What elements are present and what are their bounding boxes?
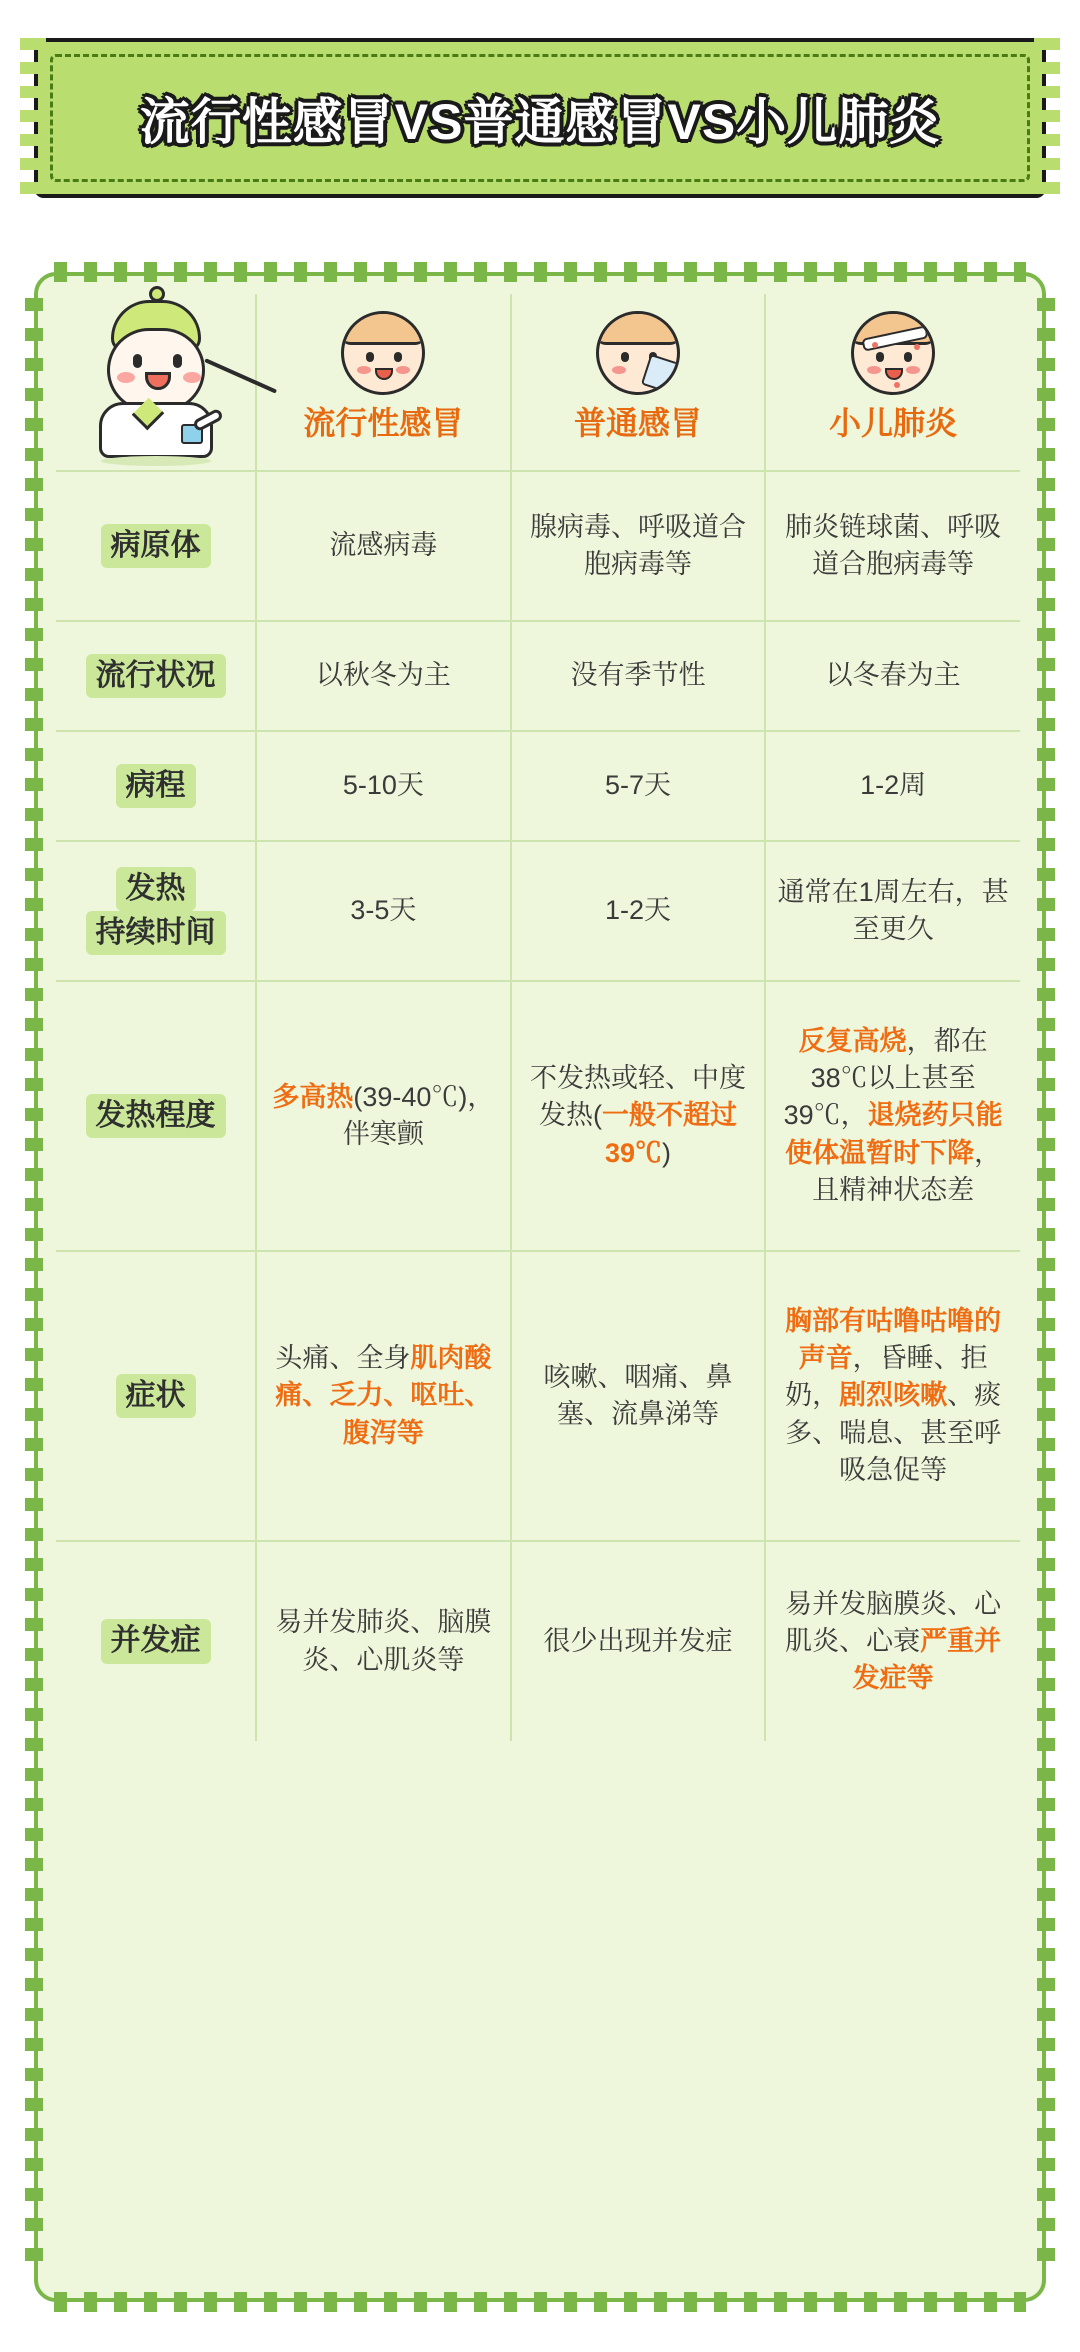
- cell-text: 咳嗽、咽痛、鼻塞、流鼻涕等: [543, 1361, 733, 1429]
- row-label: 病原体: [101, 524, 211, 568]
- highlighted-text: 退烧药只能使体温暂时下降: [785, 1100, 1003, 1168]
- highlighted-text: 肌肉酸痛、乏力、呕吐、腹泻等: [275, 1343, 492, 1448]
- cell-text: 1-2周: [860, 770, 927, 801]
- table-cell: [511, 1541, 766, 1741]
- header-cell-pneumonia: [765, 294, 1020, 471]
- table-row: [56, 1251, 1020, 1541]
- doctor-mascot-icon: [81, 298, 231, 458]
- row-label: 流行状况: [86, 654, 226, 698]
- highlighted-text: 胸部有咕噜咕噜的声音: [785, 1305, 1002, 1374]
- highlighted-text: 严重并发症等: [852, 1625, 1002, 1694]
- cell-text: 5-7天: [604, 770, 671, 801]
- sick-child-icon: [341, 311, 425, 395]
- table-cell: [765, 731, 1020, 841]
- table-cell: [765, 621, 1020, 731]
- cell-text: 很少出现并发症: [543, 1625, 733, 1656]
- table-row: [56, 731, 1020, 841]
- table-row: [56, 471, 1020, 621]
- row-label-cell: [56, 621, 256, 731]
- cell-text: 以冬春为主: [825, 660, 961, 691]
- banner-right-notch: [1034, 38, 1060, 198]
- highlighted-text: 多高热: [272, 1081, 354, 1112]
- cell-text: 易并发肺炎、脑膜炎、心肌炎等: [275, 1607, 492, 1675]
- header-cell-mascot: [56, 294, 256, 471]
- table-row: [56, 981, 1020, 1251]
- cell-text: 肺炎链球菌、呼吸道合胞病毒等: [785, 511, 1002, 579]
- cell-text: 1-2天: [604, 895, 671, 926]
- cell-text: 易并发脑膜炎、心肌炎、心衰: [785, 1588, 1002, 1656]
- cell-text: (39-40℃)，伴寒颤: [342, 1081, 495, 1149]
- table-row: [56, 841, 1020, 981]
- column-header-pneumonia: 小儿肺炎: [829, 404, 958, 441]
- row-label: 发热程度: [86, 1094, 226, 1138]
- cell-text: 不发热或轻、中度发热(: [529, 1063, 746, 1131]
- child-with-thermometer-icon: [851, 311, 935, 395]
- cell-text: 以秋冬为主: [315, 660, 451, 691]
- row-label: 并发症: [101, 1619, 211, 1663]
- row-label-cell: [56, 1541, 256, 1741]
- card-scallop-bottom: [54, 2292, 1026, 2312]
- table-cell: [511, 731, 766, 841]
- row-label: 病程: [116, 764, 196, 808]
- cell-text: 、痰多、喘息、甚至呼吸急促等: [785, 1380, 1002, 1485]
- table-cell: [765, 1251, 1020, 1541]
- table-cell: [256, 841, 511, 981]
- table-cell: [765, 981, 1020, 1251]
- page-title: 流行性感冒VS普通感冒VS小儿肺炎: [139, 94, 941, 150]
- row-label-cell: [56, 981, 256, 1251]
- cell-text: ): [662, 1137, 672, 1168]
- table-cell: [511, 471, 766, 621]
- child-blowing-nose-icon: [596, 311, 680, 395]
- title-banner: [34, 38, 1046, 198]
- banner-left-notch: [20, 38, 46, 198]
- cell-text: 5-10天: [342, 770, 424, 801]
- table-cell: [511, 841, 766, 981]
- highlighted-text: 反复高烧: [798, 1025, 907, 1056]
- row-label-cell: [56, 841, 256, 981]
- table-cell: [256, 1251, 511, 1541]
- table-cell: [511, 1251, 766, 1541]
- table-row: [56, 1541, 1020, 1741]
- row-label-cell: [56, 1251, 256, 1541]
- table-cell: [765, 841, 1020, 981]
- table-header-row: [56, 294, 1020, 471]
- table-cell: [511, 981, 766, 1251]
- comparison-card: [34, 272, 1046, 2302]
- cell-text: 流感病毒: [329, 530, 438, 561]
- row-label: 持续时间: [86, 911, 226, 955]
- card-scallop-top: [54, 262, 1026, 282]
- cell-text: 没有季节性: [570, 660, 706, 691]
- card-scallop-left: [25, 298, 43, 2276]
- cell-text: ，且精神状态差: [812, 1137, 1002, 1205]
- cell-text: 3-5天: [350, 895, 417, 926]
- table-row: [56, 621, 1020, 731]
- header-cell-cold: [511, 294, 766, 471]
- cell-text: ，都在38℃以上甚至39℃，: [783, 1025, 988, 1131]
- column-header-cold: 普通感冒: [573, 404, 702, 441]
- cell-text: ，昏睡、拒奶，: [785, 1343, 988, 1411]
- row-label: 症状: [116, 1374, 196, 1418]
- row-label-cell: [56, 731, 256, 841]
- row-label: 发热: [116, 867, 196, 911]
- table-cell: [256, 621, 511, 731]
- table-cell: [765, 1541, 1020, 1741]
- banner-inner-frame: [50, 54, 1030, 182]
- header-cell-flu: [256, 294, 511, 471]
- column-header-flu: 流行性感冒: [303, 404, 464, 441]
- cell-text: 通常在1周左右，甚至更久: [777, 876, 1009, 944]
- table-cell: [256, 731, 511, 841]
- table-cell: [256, 471, 511, 621]
- table-cell: [256, 981, 511, 1251]
- table-cell: [511, 621, 766, 731]
- highlighted-text: 一般不超过39℃: [601, 1100, 737, 1168]
- cell-text: 头痛、全身: [275, 1343, 411, 1374]
- table-cell: [256, 1541, 511, 1741]
- row-label-cell: [56, 471, 256, 621]
- card-scallop-right: [1037, 298, 1055, 2276]
- cell-text: 腺病毒、呼吸道合胞病毒等: [529, 511, 746, 579]
- table-cell: [765, 471, 1020, 621]
- comparison-table: [56, 294, 1020, 1741]
- highlighted-text: 剧烈咳嗽: [839, 1380, 948, 1411]
